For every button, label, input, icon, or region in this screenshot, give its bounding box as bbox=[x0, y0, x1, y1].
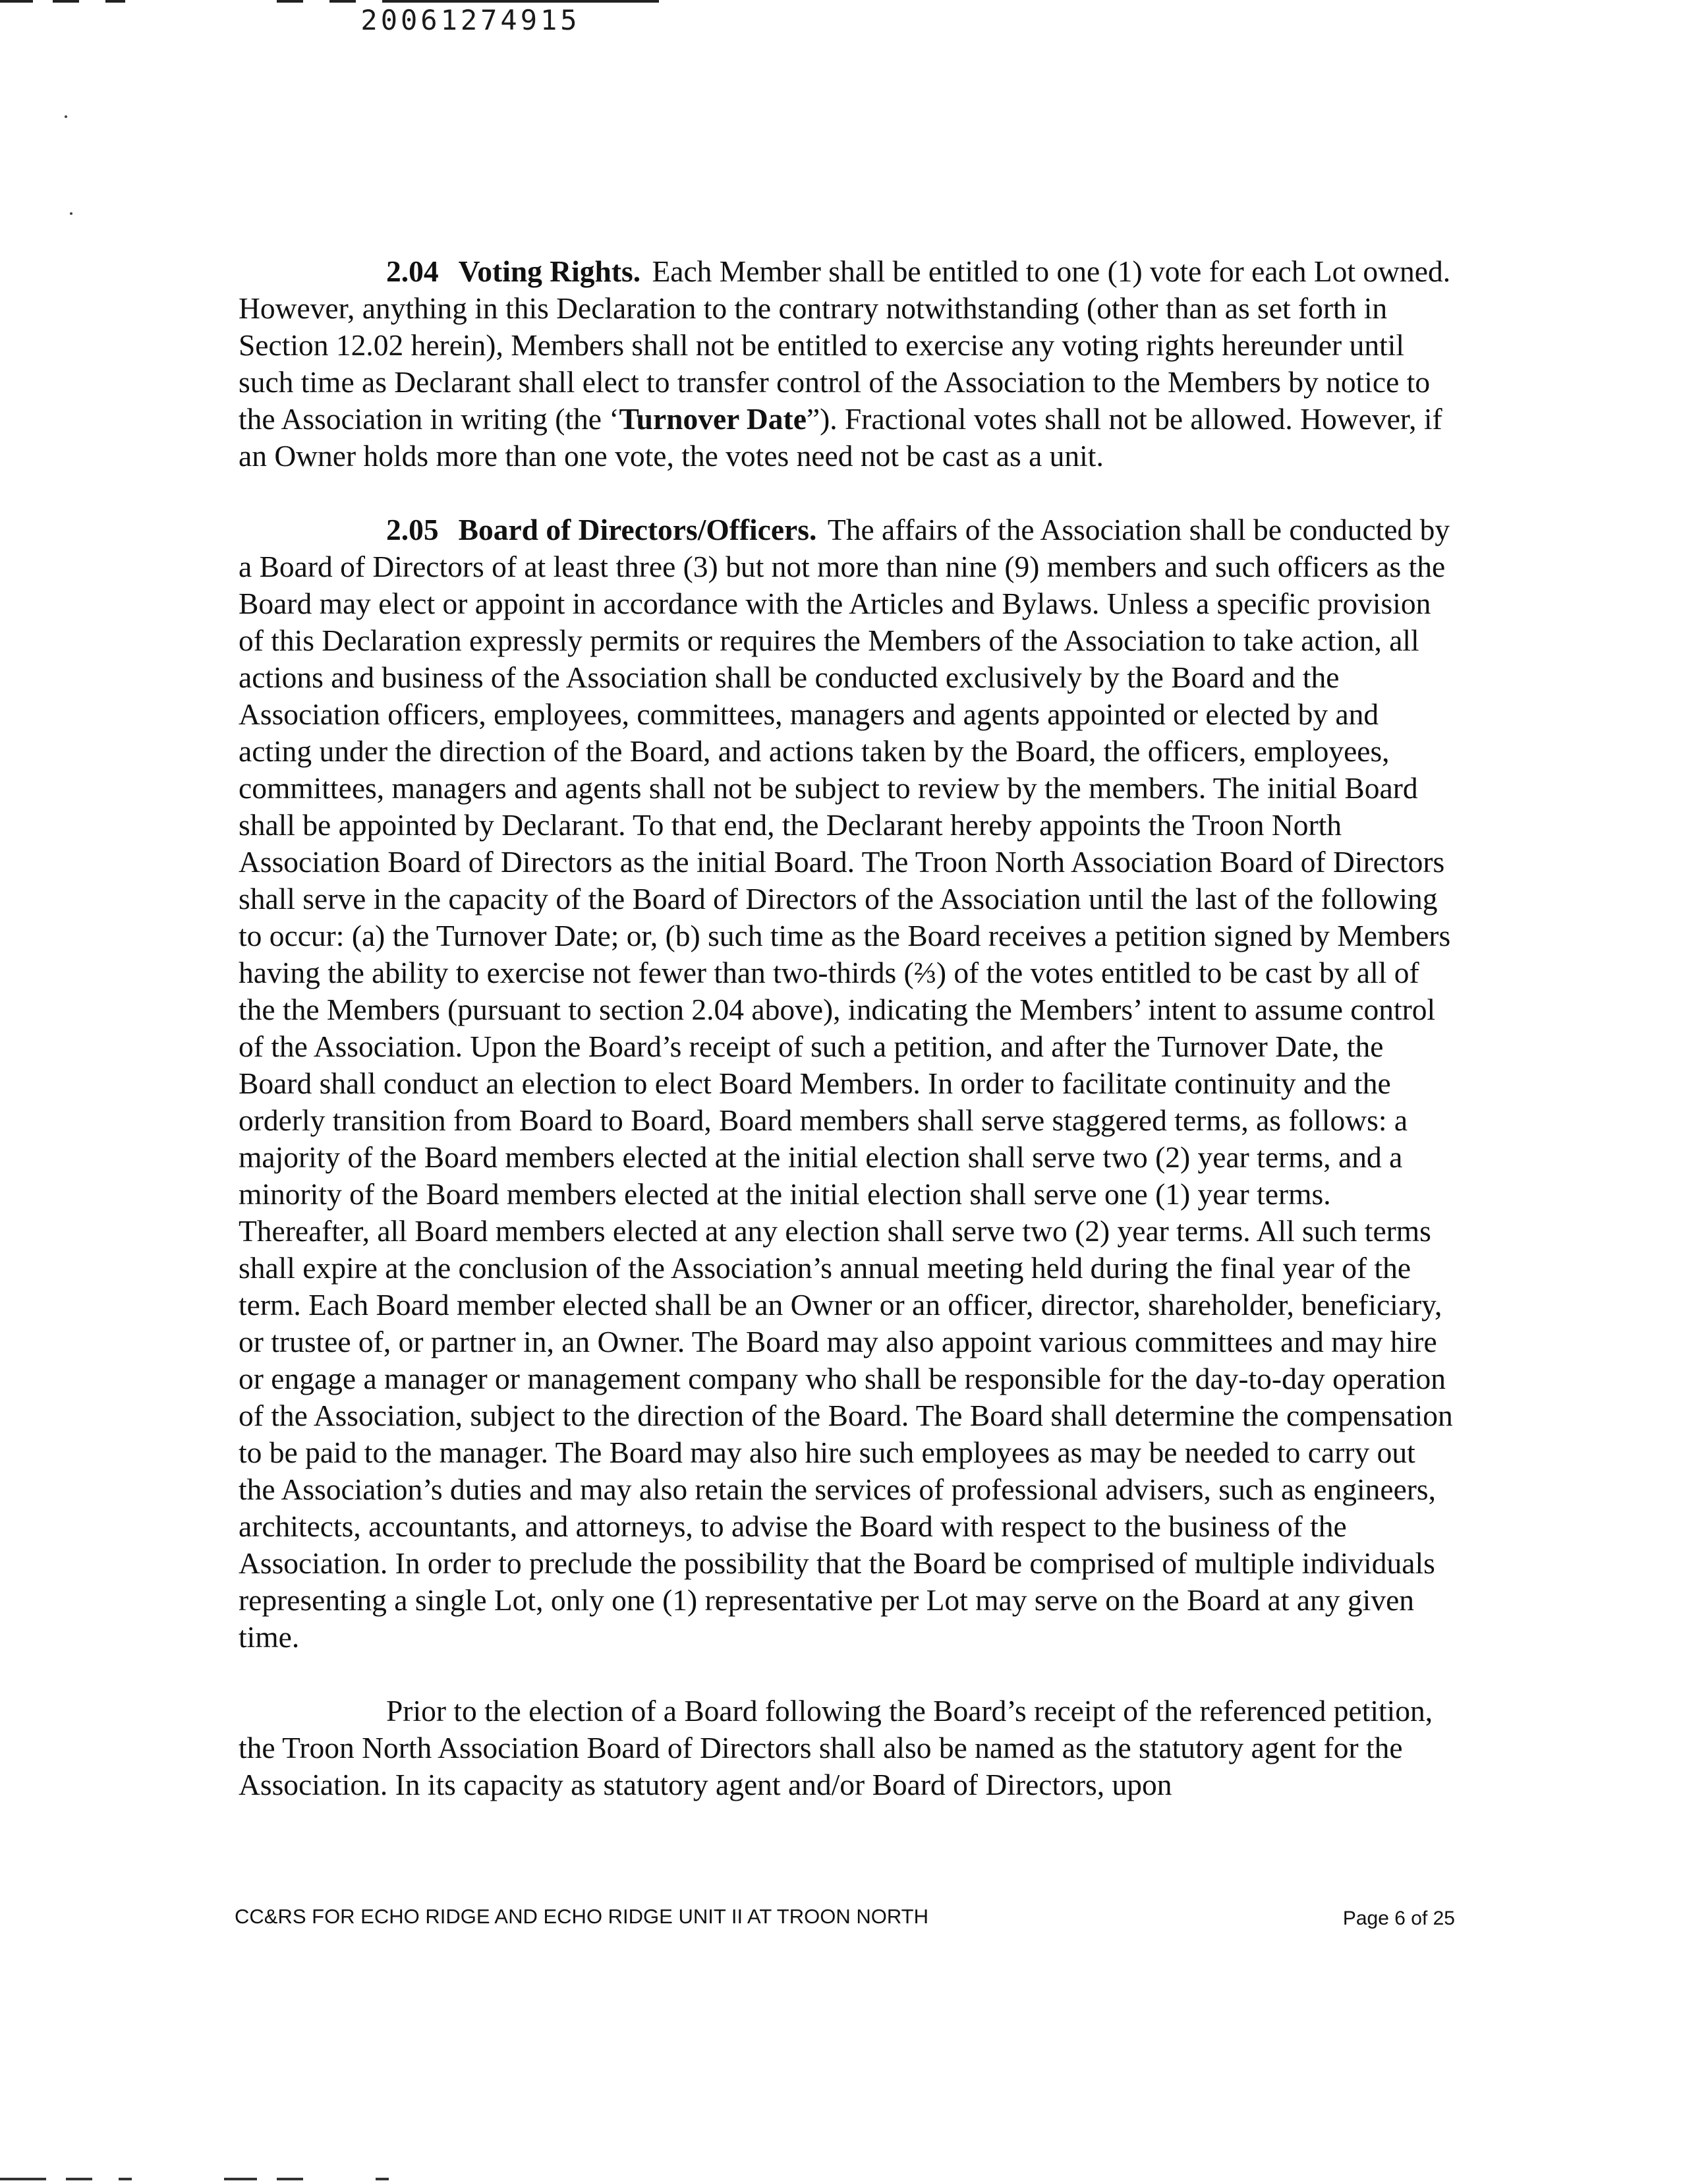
scan-speck bbox=[70, 212, 72, 215]
paragraph-text: Prior to the election of a Board following the Board’s receipt of the referenced petition, the Troon North Association Board of Directors shall also be named as the statutory agent for the Association. In its capacity as statutory agent and/or Board of Directors, upon bbox=[239, 1694, 1433, 1801]
scan-artifact-top bbox=[53, 0, 79, 3]
scan-artifact-top bbox=[0, 0, 33, 3]
recording-number: 20061274915 bbox=[360, 4, 581, 36]
section-title: Board of Directors/Officers. bbox=[458, 513, 817, 546]
scan-artifact-top bbox=[277, 0, 303, 3]
scan-artifact-bottom bbox=[277, 2178, 303, 2180]
scan-artifact-bottom bbox=[0, 2178, 46, 2180]
footer-document-title: CC&RS FOR ECHO RIDGE AND ECHO RIDGE UNIT II AT TROON NORTH bbox=[235, 1905, 928, 1928]
section-2-04 bbox=[239, 253, 1454, 475]
section-number: 2.04 bbox=[386, 254, 439, 288]
section-title: Voting Rights. bbox=[458, 254, 641, 288]
scan-artifact-top bbox=[382, 0, 659, 3]
section-2-05 bbox=[239, 511, 1454, 1656]
scan-speck bbox=[65, 115, 67, 118]
scan-artifact-bottom bbox=[119, 2178, 132, 2180]
section-text: The affairs of the Association shall be conducted by a Board of Directors of at least three (3) but not more than nine (9) members and such officers as the Board may elect or appoint in accordance with the Articles and Bylaws. Unless a specific provision of this Declaration expressly permits or requires the Members of the Association to take action, all actions and business of the Association shall be conducted exclusively by the Board and the Association officers, employees, committees, managers and agents appointed or elected by and acting under the direction of the Board, and actions taken by the Board, the officers, employees, committees, managers and agents shall not be subject to review by the members. The initial Board shall be appointed by Declarant. To that end, the Declarant hereby appoints the Troon North Association Board of Directors as the initial Board. The Troon North Association Board of Directors shall serve in the capacity of the Board of Directors of the Association until the last of the following to occur: (a) the Turnover Date; or, (b) such time as the Board receives a petition signed by Members having the ability to exercise not fewer than two-thirds (⅔) of the votes entitled to be cast by all of the the Members (pursuant to section 2.04 above), indicating the Members’ intent to assume control of the Association. Upon the Board’s receipt of such a petition, and after the Turnover Date, the Board shall conduct an election to elect Board Members. In order to facilitate continuity and the orderly transition from Board to Board, Board members shall serve staggered terms, as follows: a majority of the Board members elected at the initial election shall serve two (2) year terms, and a minority of the Board members elected at the initial election shall serve one (1) year terms. Thereafter, all Board members elected at any election shall serve two (2) year terms. All such terms shall expire at the conclusion of the Association’s annual meeting held during the final year of the term. Each Board member elected shall be an Owner or an officer, director, shareholder, beneficiary, or trustee of, or partner in, an Owner. The Board may also appoint various committees and may hire or engage a manager or management company who shall be responsible for the day-to-day operation of the Association, subject to the direction of the Board. The Board shall determine the compensation to be paid to the manager. The Board may also hire such employees as may be needed to carry out the Association’s duties and may also retain the services of professional advisers, such as engineers, architects, accountants, and attorneys, to advise the Board with respect to the business of the Association. In order to preclude the possibility that the Board be comprised of multiple individuals representing a single Lot, only one (1) representative per Lot may serve on the Board at any given time. bbox=[239, 513, 1453, 1654]
section-text: Each Member shall be entitled to one (1) vote for each Lot owned. However, anything in this Declaration to the contrary notwithstanding (other than as set forth in Section 12.02 herein), Members shall not be entitled to exercise any voting rights hereunder until such time as Declarant shall elect to transfer control of the Association to the Members by notice to the Association in writing (the ‘ bbox=[239, 254, 1451, 436]
paragraph-statutory-agent bbox=[239, 1693, 1454, 1803]
defined-term: Turnover Date bbox=[619, 402, 807, 436]
scan-artifact-top bbox=[105, 0, 125, 3]
section-text: ”). Fractional votes shall not be allowed. However, if an Owner holds more than one vote, the votes need not be cast as a unit. bbox=[239, 402, 1442, 473]
document-body bbox=[239, 253, 1454, 1803]
section-number: 2.05 bbox=[386, 513, 439, 546]
scan-artifact-bottom bbox=[376, 2178, 389, 2180]
scan-artifact-bottom bbox=[66, 2178, 92, 2180]
scan-artifact-bottom bbox=[224, 2178, 257, 2180]
page-number: Page 6 of 25 bbox=[1342, 1907, 1455, 1929]
scan-artifact-top bbox=[329, 0, 356, 3]
